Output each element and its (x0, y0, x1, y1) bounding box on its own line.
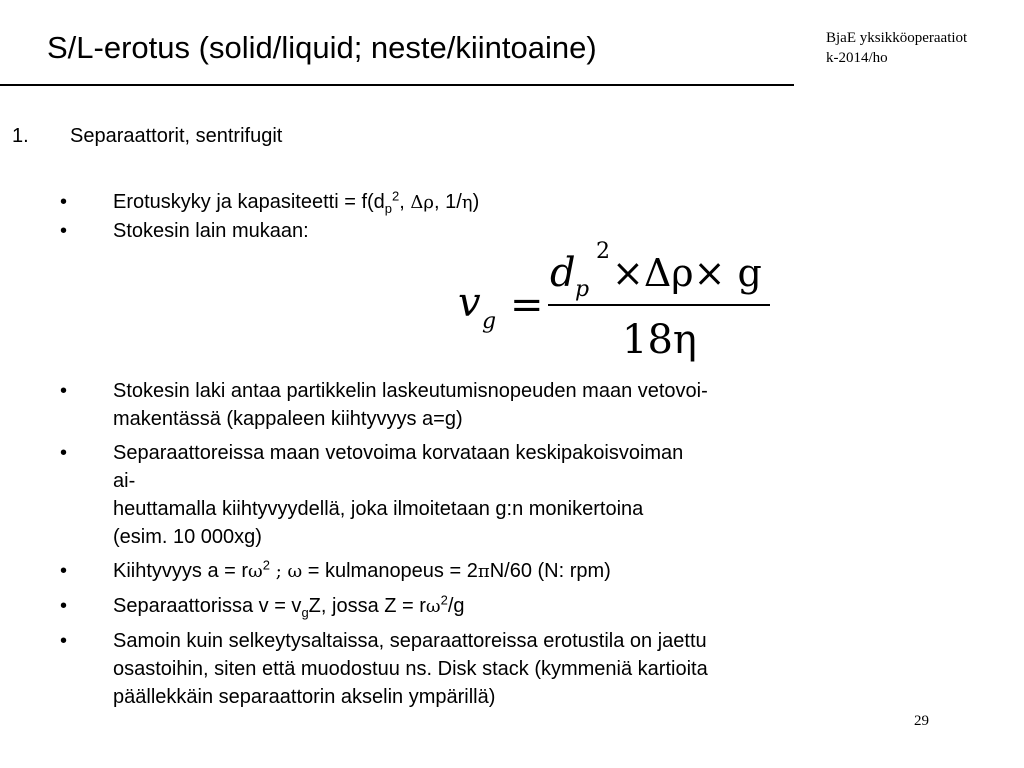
capacity-sup-2: 2 (392, 188, 400, 204)
accel-text-b: = kulmanopeus = 2 (302, 560, 478, 582)
page-number: 29 (914, 713, 929, 729)
bullet-marker: • (60, 380, 68, 402)
sepvel-text-c: /g (447, 595, 465, 617)
capacity-eta: η (461, 192, 473, 213)
formula-fraction-bar (548, 304, 770, 306)
stokes-formula (450, 228, 780, 368)
accel-omega-2: ω (287, 561, 303, 582)
accel-omega: ω (248, 561, 263, 582)
accel-sup-2: 2 (262, 557, 270, 573)
formula-numerator-rest: ×Δρ× g (612, 251, 762, 295)
capacity-text-c: , 1/ (433, 191, 462, 213)
bullet-marker: • (60, 595, 68, 617)
capacity-delta-rho: Δρ (410, 192, 434, 213)
sepvel-sup-2: 2 (440, 592, 448, 608)
sepvel-text-b: Z, jossa Z = r (308, 595, 426, 617)
accel-text-c: N/60 (N: rpm) (489, 560, 611, 582)
bullet-centrifugal (60, 439, 970, 551)
bullet-disk-stack (60, 627, 970, 711)
bullet-marker: • (60, 630, 68, 652)
centrifugal-line4: (esim. 10 000xg) (113, 526, 262, 548)
capacity-text-d: ) (472, 191, 480, 213)
accel-text-a: Kiihtyvyys a = r (113, 560, 249, 582)
centrifugal-line3: heuttamalla kiihtyvyydellä, joka ilmoitetaan g:n monikertoina (113, 498, 644, 520)
capacity-text-a: Erotuskyky ja kapasiteetti = f(d (113, 191, 385, 213)
disk-stack-line1: Samoin kuin selkeytysaltaissa, separaattoreissa erotustila on jaettu (113, 630, 707, 652)
formula-d: d (550, 250, 576, 296)
formula-d-sub: p (575, 277, 590, 302)
section-heading (12, 123, 282, 149)
formula-v: v (458, 280, 481, 326)
corner-course: BjaE yksikköoperaatiot (826, 30, 968, 46)
bullet-list-bottom (60, 377, 970, 711)
stokes-intro-text: Stokesin lain mukaan: (113, 220, 309, 242)
corner-note (826, 28, 967, 68)
corner-term: k-2014/ho (826, 50, 888, 66)
centrifugal-line1: Separaattoreissa maan vetovoima korvataan keskipakoisvoiman (113, 442, 684, 464)
disk-stack-line3: päällekkäin separaattorin akselin ympärillä) (113, 686, 496, 708)
stokes-law-line2: makentässä (kappaleen kiihtyvyys a=g) (113, 408, 463, 430)
section-number: 1. (12, 125, 29, 147)
centrifugal-line2: ai- (113, 470, 136, 492)
sepvel-omega: ω (425, 596, 441, 617)
bullet-marker: • (60, 191, 68, 213)
formula-equals: = (510, 282, 544, 328)
capacity-sub-p: p (384, 201, 393, 216)
sepvel-sub-g: g (301, 605, 309, 620)
bullet-capacity (60, 188, 970, 217)
bullet-acceleration (60, 557, 970, 586)
bullet-stokes-law (60, 377, 970, 433)
capacity-text-b: , (399, 191, 411, 213)
disk-stack-line2: osastoihin, siten että muodostuu ns. Disk stack (kymmeniä kartioita (113, 658, 708, 680)
slide-title: S/L-erotus (solid/liquid; neste/kiintoaine) (47, 30, 597, 65)
formula-v-sub: g (482, 309, 497, 334)
title-underline (0, 84, 794, 86)
bullet-marker: • (60, 220, 68, 242)
bullet-marker: • (60, 560, 68, 582)
section-heading-text: Separaattorit, sentrifugit (70, 125, 283, 147)
bullet-marker: • (60, 442, 68, 464)
stokes-law-line1: Stokesin laki antaa partikkelin laskeutumisnopeuden maan vetovoi- (113, 380, 708, 402)
accel-semicolon: ; (269, 561, 288, 582)
sepvel-text-a: Separaattorissa v = v (113, 595, 302, 617)
formula-denominator: 18η (622, 317, 697, 363)
accel-pi: π (477, 561, 490, 582)
formula-d-sup: 2 (596, 239, 610, 264)
bullet-separator-velocity (60, 592, 970, 621)
